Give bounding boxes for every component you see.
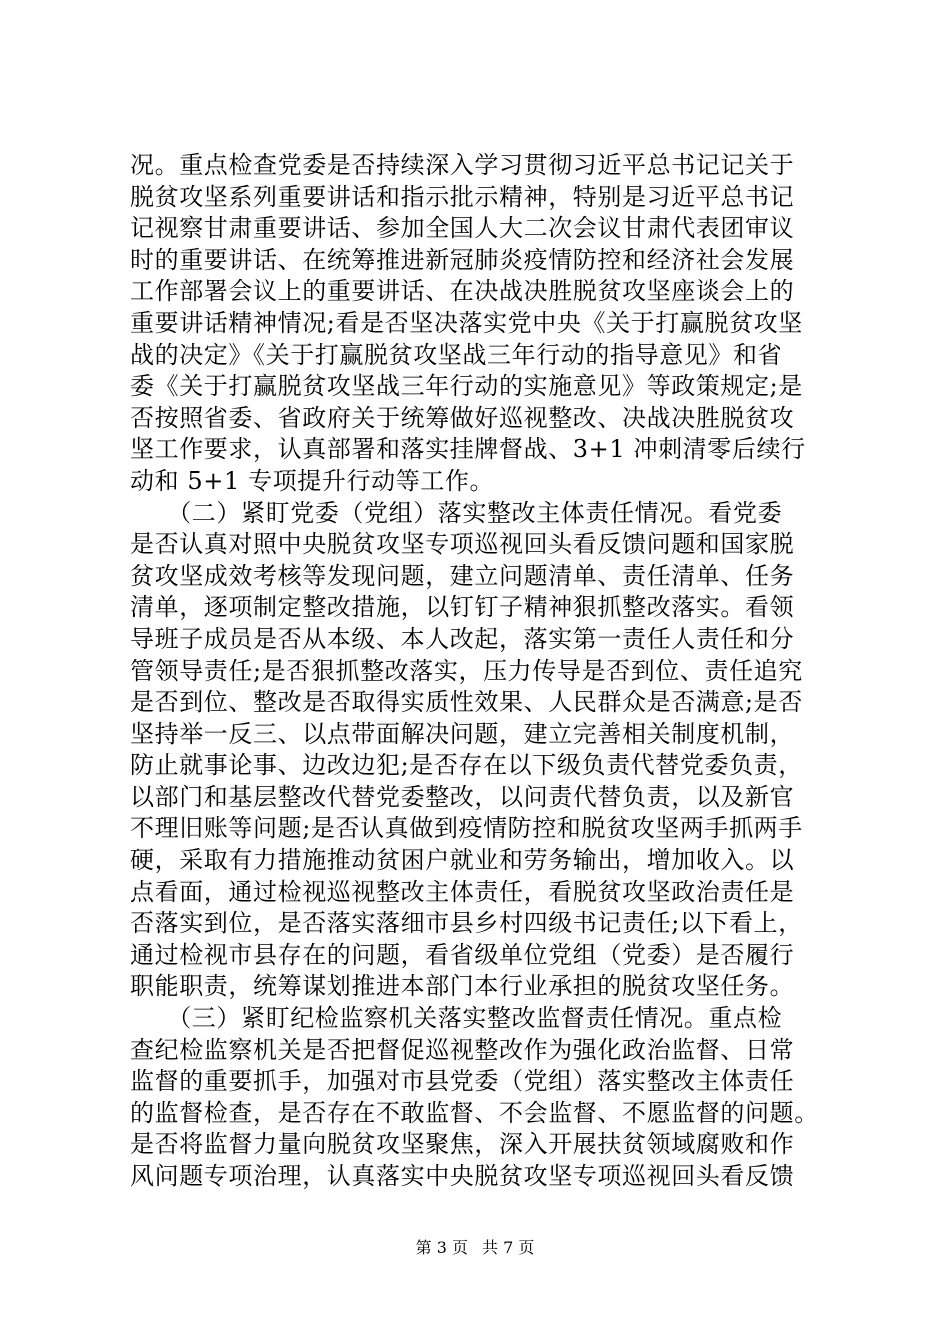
text-line: 防止就事论事、边改边犯;是否存在以下级负责代替党委负责， — [130, 751, 803, 780]
text-line: 的监督检查，是否存在不敢监督、不会监督、不愿监督的问题。 — [130, 1098, 819, 1127]
text-line: 是否将监督力量向脱贫攻坚聚焦，深入开展扶贫领域腐败和作 — [130, 1130, 795, 1159]
text-line: 坚持举一反三、以点带面解决问题，建立完善相关制度机制， — [130, 719, 795, 748]
text-line: 导班子成员是否从本级、本人改起，落实第一责任人责任和分 — [130, 624, 795, 653]
text-line: 工作部署会议上的重要讲话、在决战决胜脱贫攻坚座谈会上的 — [130, 277, 795, 306]
text-line: 监督的重要抓手，加强对市县党委（党组）落实整改主体责任 — [130, 1067, 795, 1096]
text-line: 查纪检监察机关是否把督促巡视整改作为强化政治监督、日常 — [130, 1035, 795, 1064]
text-line: 点看面，通过检视巡视整改主体责任，看脱贫攻坚政治责任是 — [130, 877, 795, 906]
text-line: （三）紧盯纪检监察机关落实整改监督责任情况。重点检 — [130, 1004, 783, 1033]
page-footer — [0, 1237, 950, 1259]
page-total: 共 7 页 — [482, 1238, 535, 1257]
text-line: 况。重点检查党委是否持续深入学习贯彻习近平总书记记关于 — [130, 151, 795, 179]
text-line: 以部门和基层整改代替党委整改，以问责代替负责，以及新官 — [130, 782, 795, 811]
text-line: 职能职责，统筹谋划推进本部门本行业承担的脱贫攻坚任务。 — [130, 972, 795, 1001]
text-line: 战的决定》《关于打赢脱贫攻坚战三年行动的指导意见》和省 — [130, 340, 783, 369]
text-line: 重要讲话精神情况;看是否坚决落实党中央《关于打赢脱贫攻坚 — [130, 308, 803, 337]
text-line: 清单，逐项制定整改措施，以钉钉子精神狠抓整改落实。看领 — [130, 593, 795, 622]
text-line: （二）紧盯党委（党组）落实整改主体责任情况。看党委 — [130, 498, 783, 527]
text-line: 贫攻坚成效考核等发现问题，建立问题清单、责任清单、任务 — [130, 561, 795, 590]
text-line: 通过检视市县存在的问题，看省级单位党组（党委）是否履行 — [130, 940, 795, 969]
text-line: 不理旧账等问题;是否认真做到疫情防控和脱贫攻坚两手抓两手 — [130, 814, 803, 843]
text-line: 记视察甘肃重要讲话、参加全国人大二次会议甘肃代表团审议 — [130, 214, 795, 243]
text-line: 委《关于打赢脱贫攻坚战三年行动的实施意见》等政策规定;是 — [130, 372, 803, 401]
document-body — [130, 150, 830, 1193]
text-line: 风问题专项治理，认真落实中央脱贫攻坚专项巡视回头看反馈 — [130, 1162, 795, 1190]
text-line: 否按照省委、省政府关于统筹做好巡视整改、决战决胜脱贫攻 — [130, 403, 795, 432]
text-line: 时的重要讲话、在统筹推进新冠肺炎疫情防控和经济社会发展 — [130, 245, 795, 274]
text-line: 是否认真对照中央脱贫攻坚专项巡视回头看反馈问题和国家脱 — [130, 530, 795, 559]
text-line: 管领导责任;是否狠抓整改落实，压力传导是否到位、责任追究 — [130, 656, 803, 685]
text-line: 脱贫攻坚系列重要讲话和指示批示精神，特别是习近平总书记 — [130, 182, 795, 211]
text-line: 坚工作要求，认真部署和落实挂牌督战、3+1 冲刺清零后续行 — [130, 435, 806, 464]
page-number: 第 3 页 — [415, 1238, 468, 1257]
text-line: 否落实到位，是否落实落细市县乡村四级书记责任;以下看上， — [130, 909, 803, 938]
text-line: 硬，采取有力措施推动贫困户就业和劳务输出，增加收入。以 — [130, 846, 795, 875]
text-line: 动和 5+1 专项提升行动等工作。 — [130, 466, 495, 495]
text-line: 是否到位、整改是否取得实质性效果、人民群众是否满意;是否 — [130, 688, 803, 717]
